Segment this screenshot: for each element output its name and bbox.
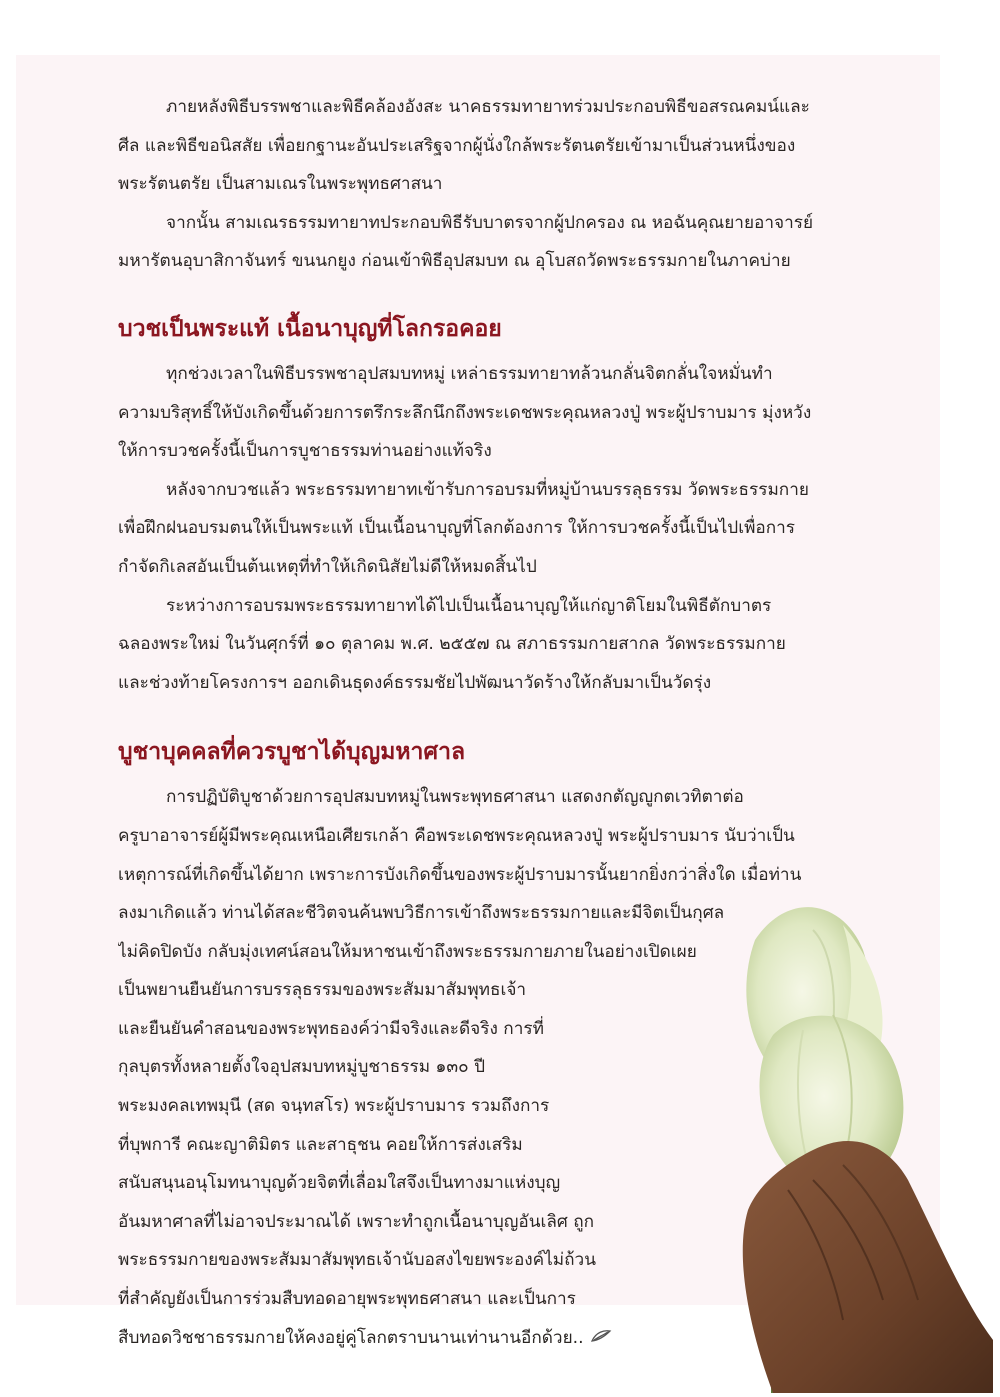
text-line: กำจัดกิเลสอันเป็นต้นเหตุที่ทำให้เกิดนิสัยไม่ดีให้หมดสิ้นไป [118,556,537,577]
text-line: ความบริสุทธิ์ให้บังเกิดขึ้นด้วยการตรึกระลึกนึกถึงพระเดชพระคุณหลวงปู่ พระผู้ปราบมาร มุ่งหวัง [118,402,812,423]
leaf-ornament-icon [590,1328,612,1348]
text-line: และยืนยันคำสอนของพระพุทธองค์ว่ามีจริงและดีจริง การที่ [118,1018,544,1039]
text-line: หลังจากบวชแล้ว พระธรรมทายาทเข้ารับการอบรมที่หมู่บ้านบรรลุธรรม วัดพระธรรมกาย [166,479,809,500]
text-line: จากนั้น สามเณรธรรมทายาทประกอบพิธีรับบาตรจากผู้ปกครอง ณ หอฉันคุณยายอาจารย์ [166,212,814,233]
section1-paragraph-3 [118,587,918,703]
text-line: ให้การบวชครั้งนี้เป็นการบูชาธรรมท่านอย่างแท้จริง [118,441,492,462]
text-line: การปฏิบัติบูชาด้วยการอุปสมบทหมู่ในพระพุทธศาสนา แสดงกตัญญูกตเวทิตาต่อ [166,787,744,808]
text-line: พระรัตนตรัย เป็นสามเณรในพระพุทธศาสนา [118,174,443,195]
section1-paragraph-2 [118,471,918,587]
text-line: ที่บุพการี คณะญาติมิตร และสาธุชน คอยให้การส่งเสริม [118,1134,523,1155]
text-line: ลงมาเกิดแล้ว ท่านได้สละชีวิตจนค้นพบวิธีการเข้าถึงพระธรรมกายและมีจิตเป็นกุศล [118,903,725,924]
text-line: ไม่คิดปิดบัง กลับมุ่งเทศน์สอนให้มหาชนเข้าถึงพระธรรมกายภายในอย่างเปิดเผย [118,941,697,962]
text-line: อันมหาศาลที่ไม่อาจประมาณได้ เพราะทำถูกเนื้อนาบุญอันเลิศ ถูก [118,1211,595,1232]
text-line: กุลบุตรทั้งหลายตั้งใจอุปสมบทหมู่บูชาธรรม ๑๓๐ ปี [118,1057,486,1078]
text-line: ฉลองพระใหม่ ในวันศุกร์ที่ ๑๐ ตุลาคม พ.ศ. ๒๕๕๗ ณ สภาธรรมกายสากล วัดพระธรรมกาย [118,634,786,655]
text-line: ระหว่างการอบรมพระธรรมทายาทได้ไปเป็นเนื้อนาบุญให้แก่ญาติโยมในพิธีตักบาตร [166,595,772,616]
lotus-bud-offering-image [693,880,993,1393]
section-heading-ordination: บวชเป็นพระแท้ เนื้อนาบุญที่โลกรอคอย [118,315,502,342]
text-line: และช่วงท้ายโครงการฯ ออกเดินธุดงค์ธรรมชัยไปพัฒนาวัดร้างให้กลับมาเป็นวัดรุ่ง [118,672,712,693]
wrapped-text-column [118,971,678,1357]
text-line: เหตุการณ์ที่เกิดขึ้นได้ยาก เพราะการบังเกิดขึ้นของพระผู้ปราบมารนั้นยากยิ่งกว่าสิ่งใด เมื่อท่าน [118,864,802,885]
text-line: ศีล และพิธีขอนิสสัย เพื่อยกฐานะอันประเสริฐจากผู้นั่งใกล้พระรัตนตรัยเข้ามาเป็นส่วนหนึ่งของ [118,135,796,156]
intro-paragraph-2 [118,204,918,281]
text-line: ภายหลังพิธีบรรพชาและพิธีคล้องอังสะ นาคธรรมทายาทร่วมประกอบพิธีขอสรณคมน์และ [166,97,810,117]
text-line: ทุกช่วงเวลาในพิธีบรรพชาอุปสมบทหมู่ เหล่าธรรมทายาทล้วนกลั่นจิตกลั่นใจหมั่นทำ [166,363,773,384]
text-line: มหารัตนอุบาสิกาจันทร์ ขนนกยูง ก่อนเข้าพิธีอุปสมบท ณ อุโบสถวัดพระธรรมกายในภาคบ่าย [118,251,791,272]
intro-paragraph-1 [118,88,918,204]
text-line: เป็นพยานยืนยันการบรรลุธรรมของพระสัมมาสัมพุทธเจ้า [118,980,527,1001]
text-line: ครูบาอาจารย์ผู้มีพระคุณเหนือเศียรเกล้า คือพระเดชพระคุณหลวงปู่ พระผู้ปราบมาร นับว่าเป็น [118,825,795,846]
text-line: เพื่อฝึกฝนอบรมตนให้เป็นพระแท้ เป็นเนื้อนาบุญที่โลกต้องการ ให้การบวชครั้งนี้เป็นไปเพื่อการ [118,518,796,539]
text-line: พระมงคลเทพมุนี (สด จนฺทสโร) พระผู้ปราบมาร รวมถึงการ [118,1096,550,1117]
text-line-last [118,1319,678,1358]
section-heading-worship: บูชาบุคคลที่ควรบูชาได้บุญมหาศาล [118,739,466,766]
section1-paragraph-1 [118,355,918,471]
text-line: พระธรรมกายของพระสัมมาสัมพุทธเจ้านับอสงไขยพระองค์ไม่ถ้วน [118,1250,596,1271]
text-line: ที่สำคัญยังเป็นการร่วมสืบทอดอายุพระพุทธศาสนา และเป็นการ [118,1289,576,1310]
text-line-content: สืบทอดวิชชาธรรมกายให้คงอยู่คู่โลกตราบนานเท่านานอีกด้วย.. [118,1327,584,1348]
text-line: สนับสนุนอนุโมทนาบุญด้วยจิตที่เลื่อมใสจึงเป็นทางมาแห่งบุญ [118,1173,561,1194]
